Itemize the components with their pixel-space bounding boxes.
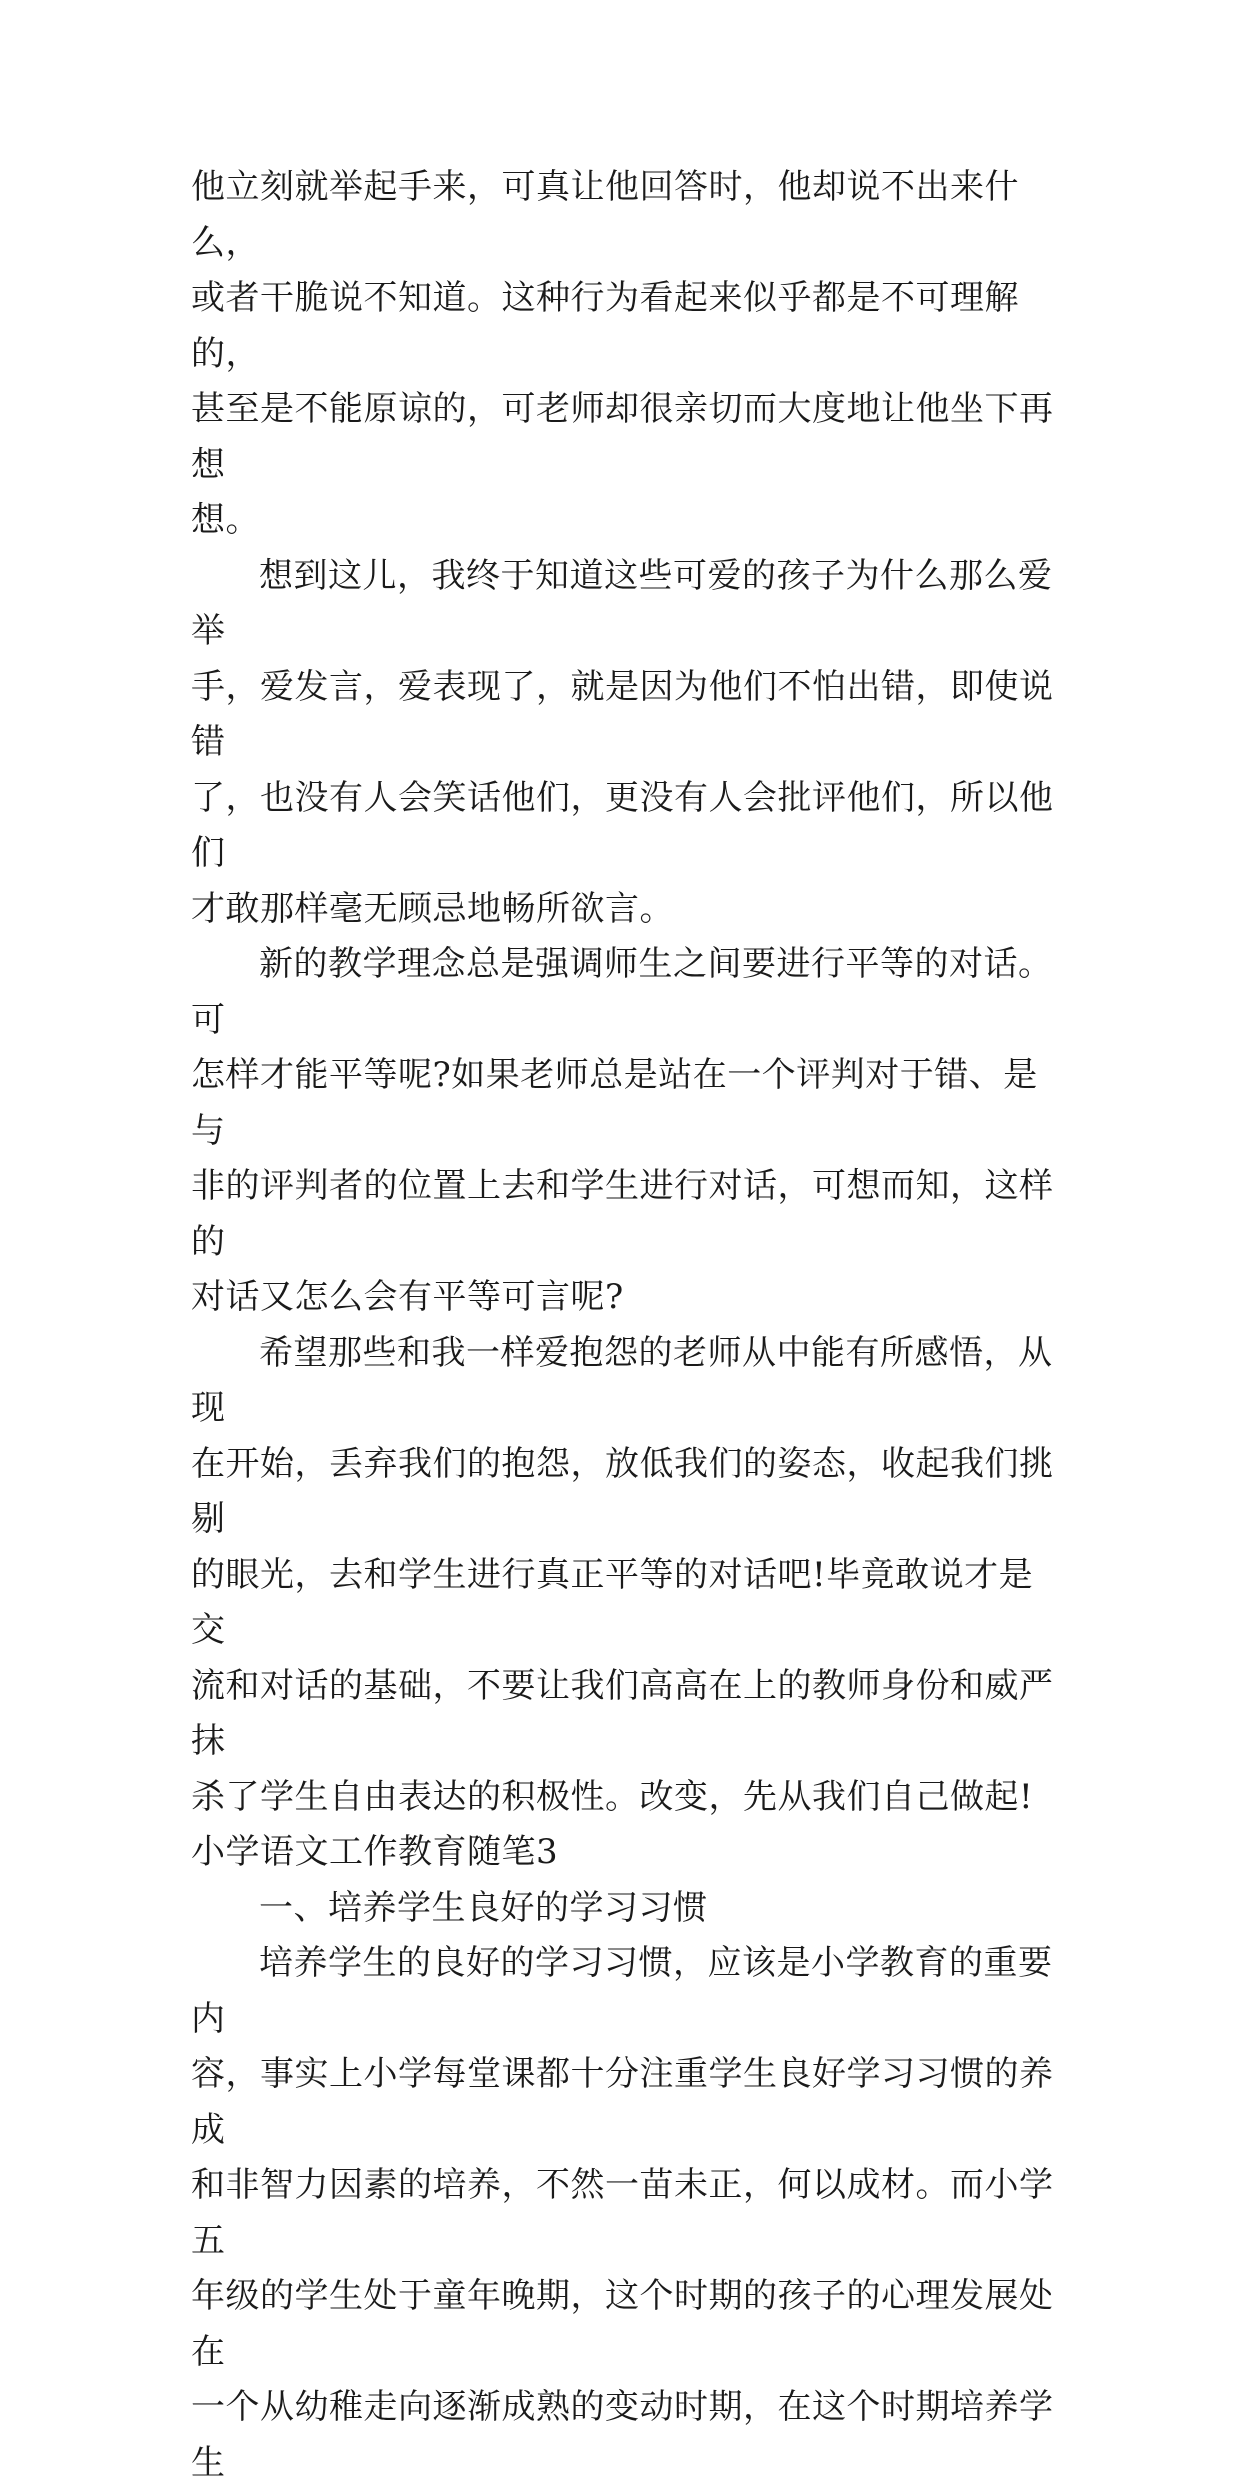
- subheading: 一、培养学生良好的学习习惯: [259, 1887, 708, 1928]
- section-title: 小学语文工作教育随笔3: [191, 1832, 559, 1872]
- paragraph-5: 培养学生的良好的学习习惯，应该是小学教育的重要内 容，事实上小学每堂课都十分注重学生良好学习习惯的养成 和非智力因素的培养，不然一苗未正，何以成材。而小学五 年级的学生处于童年晚期，这个时期的孩子的心理发展处在 一个从幼稚走向逐渐成熟的变动时期，在这个时期培养学生: [191, 1943, 1054, 2483]
- paragraph-4: 希望那些和我一样爱抱怨的老师从中能有所感悟，从现 在开始，丢弃我们的抱怨，放低我们的姿态，收起我们挑剔 的眼光，去和学生进行真正平等的对话吧!毕竟敢说才是交 流和对话的基础，不要让我们高高在上的教师身份和威严抹 杀了学生自由表达的积极性。改变，先从我们自己做起!: [191, 1332, 1054, 1817]
- paragraph-2: 想到这儿，我终于知道这些可爱的孩子为什么那么爱举 手，爱发言，爱表现了，就是因为他们不怕出错，即使说错 了，也没有人会笑话他们，更没有人会批评他们，所以他们 才敢那样毫无顾忌地畅所欲言。: [191, 555, 1054, 929]
- document-body: [191, 160, 1061, 2491]
- paragraph-1: 他立刻就举起手来，可真让他回答时，他却说不出来什么， 或者干脆说不知道。这种行为看起来似乎都是不可理解的， 甚至是不能原谅的，可老师却很亲切而大度地让他坐下再想 想。: [191, 167, 1054, 540]
- paragraph-3: 新的教学理念总是强调师生之间要进行平等的对话。可 怎样才能平等呢?如果老师总是站在一个评判对于错、是与 非的评判者的位置上去和学生进行对话，可想而知，这样的 对话又怎么会有平等可言呢?: [191, 944, 1054, 1317]
